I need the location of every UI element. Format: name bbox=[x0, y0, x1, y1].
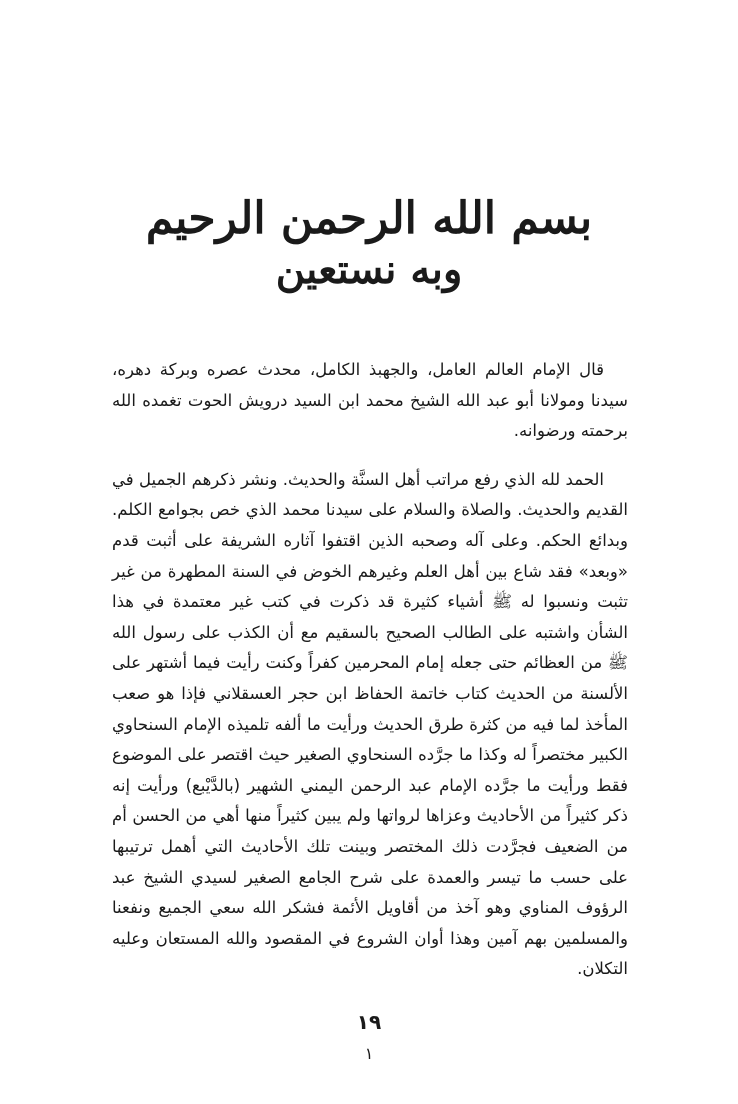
heading bbox=[0, 192, 738, 294]
body-text bbox=[112, 355, 628, 985]
intro-paragraph: قال الإمام العالم العامل، والجهبذ الكامل، محدث عصره وبركة دهره، سيدنا ومولانا أبو عبد الله الشيخ محمد ابن السيد درويش الحوت تغمده الله برحمته ورضوانه. bbox=[112, 360, 628, 441]
page-number: ١٩ bbox=[356, 1010, 382, 1034]
heading-subline: وبه نستعين bbox=[275, 246, 463, 293]
main-paragraph: الحمد لله الذي رفع مراتب أهل السنَّة والحديث. ونشر ذكرهم الجميل في القديم والحديث. والصلاة والسلام على سيدنا محمد الذي خص بجوامع الكلم. وبدائع الحكم. وعلى آله وصحبه الذين اقتفوا آثاره الشريفة على أثبت قدم «وبعد» فقد شاع بين أهل العلم وغيرهم الخوض في السنة المطهرة من غير تثبت ونسبوا له ﷺ أشياء كثيرة قد ذكرت في كتب غير معتمدة في هذا الشأن واشتبه على الطالب الصحيح بالسقيم مع أن الكذب على رسول الله ﷺ من العظائم حتى جعله إمام المحرمين كفراً وكنت رأيت فيما أشتهر على الألسنة من الحديث كتاب خاتمة الحفاظ ابن حجر العسقلاني فإذا هو صعب المأخذ لما فيه من كثرة طرق الحديث ورأيت ما ألفه تلميذه الإمام السنحاوي الكبير مختصراً له وكذا ما جرَّده السنحاوي الصغير حيث اقتصر على الموضوع فقط ورأيت ما جرَّده الإمام عبد الرحمن اليمني الشهير (بالدَّيْبع) ورأيت إنه ذكر كثيراً من الأحاديث وعزاها لرواتها ولم يبين كثيراً منها أهي من الحسن أم من الضعيف فجرَّدت ذلك المختصر وبينت تلك الأحاديث التي أهمل ترتيبها على حسب ما تيسر والعمدة على شرح الجامع الصغير لسيدي الشيخ عبد الرؤوف المناوي وهو آخذ من أقاويل الأئمة فشكر الله سعي الجميع ونفعنا والمسلمين بهم آمين وهذا أوان الشروع في المقصود والله المستعان وعليه التكلان. bbox=[112, 469, 628, 979]
basmala: بسم الله الرحمن الرحيم bbox=[145, 193, 593, 244]
footer-number: ١ bbox=[364, 1044, 374, 1063]
